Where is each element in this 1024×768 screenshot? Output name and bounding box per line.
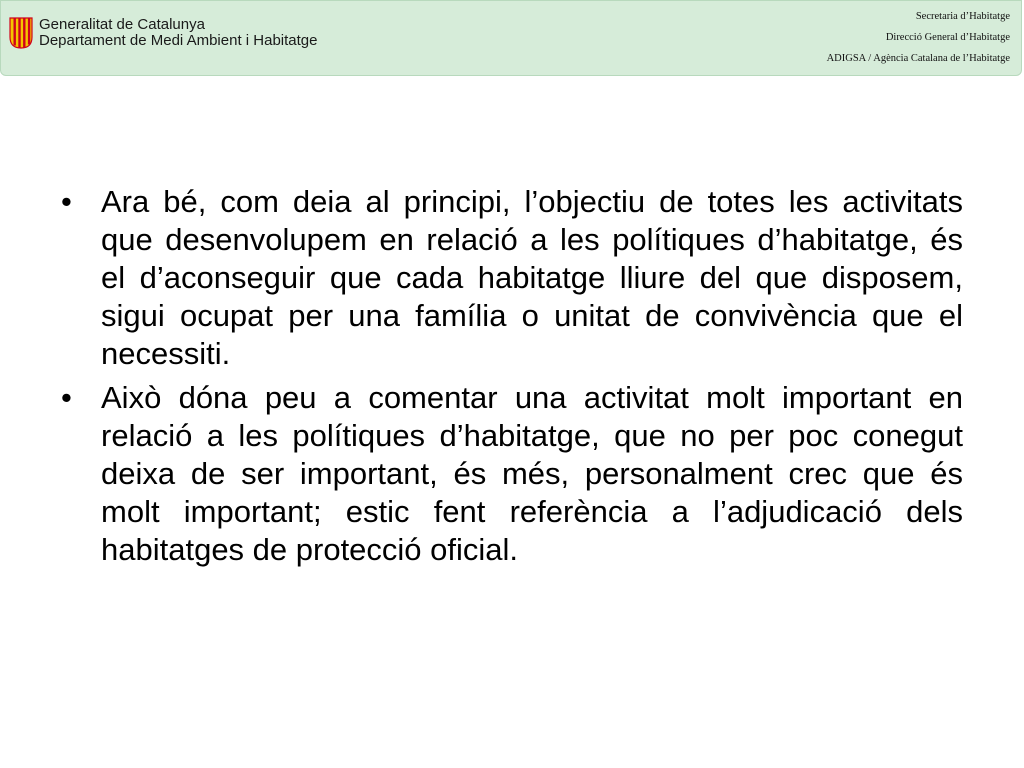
list-item bbox=[59, 379, 963, 569]
generalitat-logo[interactable] bbox=[9, 17, 318, 49]
bullet-icon: • bbox=[61, 380, 72, 415]
senyera-emblem-icon bbox=[9, 17, 33, 49]
bullet-icon: • bbox=[61, 184, 72, 219]
list-item bbox=[59, 183, 963, 373]
agency-line-secretaria: Secretaria d’Habitatge bbox=[915, 11, 1010, 22]
department-name: Departament de Medi Ambient i Habitatge bbox=[39, 32, 318, 49]
bullet-list bbox=[59, 183, 963, 569]
logo-text bbox=[39, 17, 318, 49]
agency-block bbox=[827, 6, 1010, 69]
bullet-text: Això dóna peu a comentar una activitat molt important en relació a les polítiques d’habitatge, que no per poc conegut deixa de ser important, és més, personalment crec que és molt important; estic fent referència a l’adjudicació dels habitatges de protecció oficial. bbox=[101, 380, 963, 567]
bullet-text: Ara bé, com deia al principi, l’objectiu de totes les activitats que desenvolupem en relació a les polítiques d’habitatge, és el d’aconseguir que cada habitatge lliure del que disposem, sigui ocupat per una família o unitat de convivència que el necessiti. bbox=[101, 184, 963, 371]
agency-line-direccio: Direcció General d’Habitatge bbox=[885, 32, 1010, 43]
agency-line-adigsa: ADIGSA / Agència Catalana de l’Habitatge bbox=[826, 53, 1010, 64]
slide-body bbox=[59, 183, 963, 575]
org-name: Generalitat de Catalunya bbox=[39, 16, 205, 33]
header-band bbox=[0, 0, 1022, 76]
